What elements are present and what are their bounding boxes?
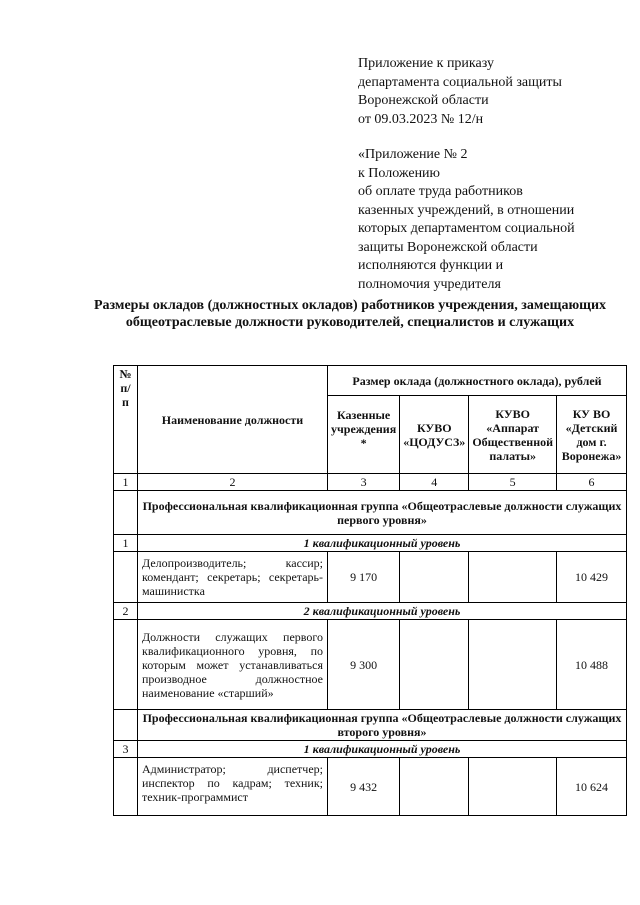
appendix-line: Приложение к приказу: [358, 56, 494, 71]
level-title: 1 квалификационный уровень: [138, 535, 627, 552]
group-title: Профессиональная квалификационная группа «Общеотраслевые должности служащих второго уровня»: [138, 710, 627, 741]
column-number: 3: [328, 474, 400, 491]
group-row: [114, 491, 627, 535]
header-row: [114, 366, 627, 396]
appendix-line: исполняются функции и: [358, 258, 504, 273]
column-numbers-row: [114, 474, 627, 491]
appendix-line: казенных учреждений, в отношении: [358, 202, 575, 218]
salary-value: 9 432: [328, 758, 400, 816]
header-number: № п/п: [114, 366, 138, 474]
salary-value: 10 624: [557, 758, 627, 816]
column-number: 4: [400, 474, 469, 491]
document-title: Размеры окладов (должностных окладов) работников учреждения, замещающих общеотраслевые должности руководителей, специалистов и служащих: [93, 298, 607, 330]
header-col-kazennye: Казенные учреждения *: [328, 396, 400, 474]
header-salary: Размер оклада (должностного оклада), рублей: [328, 366, 627, 396]
appendix-line: которых департаментом социальной: [358, 221, 575, 236]
appendix-line: департамента социальной защиты: [358, 74, 562, 90]
appendix-line: от 09.03.2023 № 12/н: [358, 111, 484, 127]
column-number: 2: [138, 474, 328, 491]
position-name: Делопроизводитель; кассир; комендант; секретарь; секретарь- машинистка: [138, 552, 328, 603]
salary-value: 10 429: [557, 552, 627, 603]
column-number: 5: [469, 474, 557, 491]
level-number: 3: [114, 741, 138, 758]
level-title: 2 квалификационный уровень: [138, 603, 627, 620]
level-row: [114, 741, 627, 758]
appendix-line: защиты Воронежской области: [358, 239, 538, 255]
table-row: [114, 552, 627, 603]
level-title: 1 квалификационный уровень: [138, 741, 627, 758]
level-row: [114, 603, 627, 620]
salary-value: 9 170: [328, 552, 400, 603]
appendix-line: об оплате труда работников: [358, 184, 523, 199]
salary-value: 9 300: [328, 620, 400, 710]
appendix-line: «Приложение № 2: [358, 147, 468, 162]
appendix-header: [358, 55, 628, 294]
level-row: [114, 535, 627, 552]
position-name: Администратор; диспетчер; инспектор по кадрам; техник; техник-программист: [138, 758, 328, 816]
column-number: 1: [114, 474, 138, 491]
salary-value: 10 488: [557, 620, 627, 710]
header-col-coduszn: КУВО «ЦОДУСЗ»: [400, 396, 469, 474]
header-col-apparat: КУВО «Аппарат Общественной палаты»: [469, 396, 557, 474]
appendix-line: Воронежской области: [358, 93, 489, 108]
position-name: Должности служащих первого квалификационного уровня, по которым может устанавливаться производное должностное наименование «старший»: [138, 620, 328, 710]
table-row: [114, 620, 627, 710]
appendix-line: к Положению: [358, 165, 441, 181]
header-col-detdom: КУ ВО «Детский дом г. Воронежа»: [557, 396, 627, 474]
salary-table: [113, 365, 627, 816]
level-number: 2: [114, 603, 138, 620]
table-row: [114, 758, 627, 816]
header-position-name: Наименование должности: [138, 366, 328, 474]
group-title: Профессиональная квалификационная группа «Общеотраслевые должности служащих первого уровня»: [138, 491, 627, 535]
column-number: 6: [557, 474, 627, 491]
group-row: [114, 710, 627, 741]
level-number: 1: [114, 535, 138, 552]
appendix-line: полномочия учредителя: [358, 276, 501, 292]
